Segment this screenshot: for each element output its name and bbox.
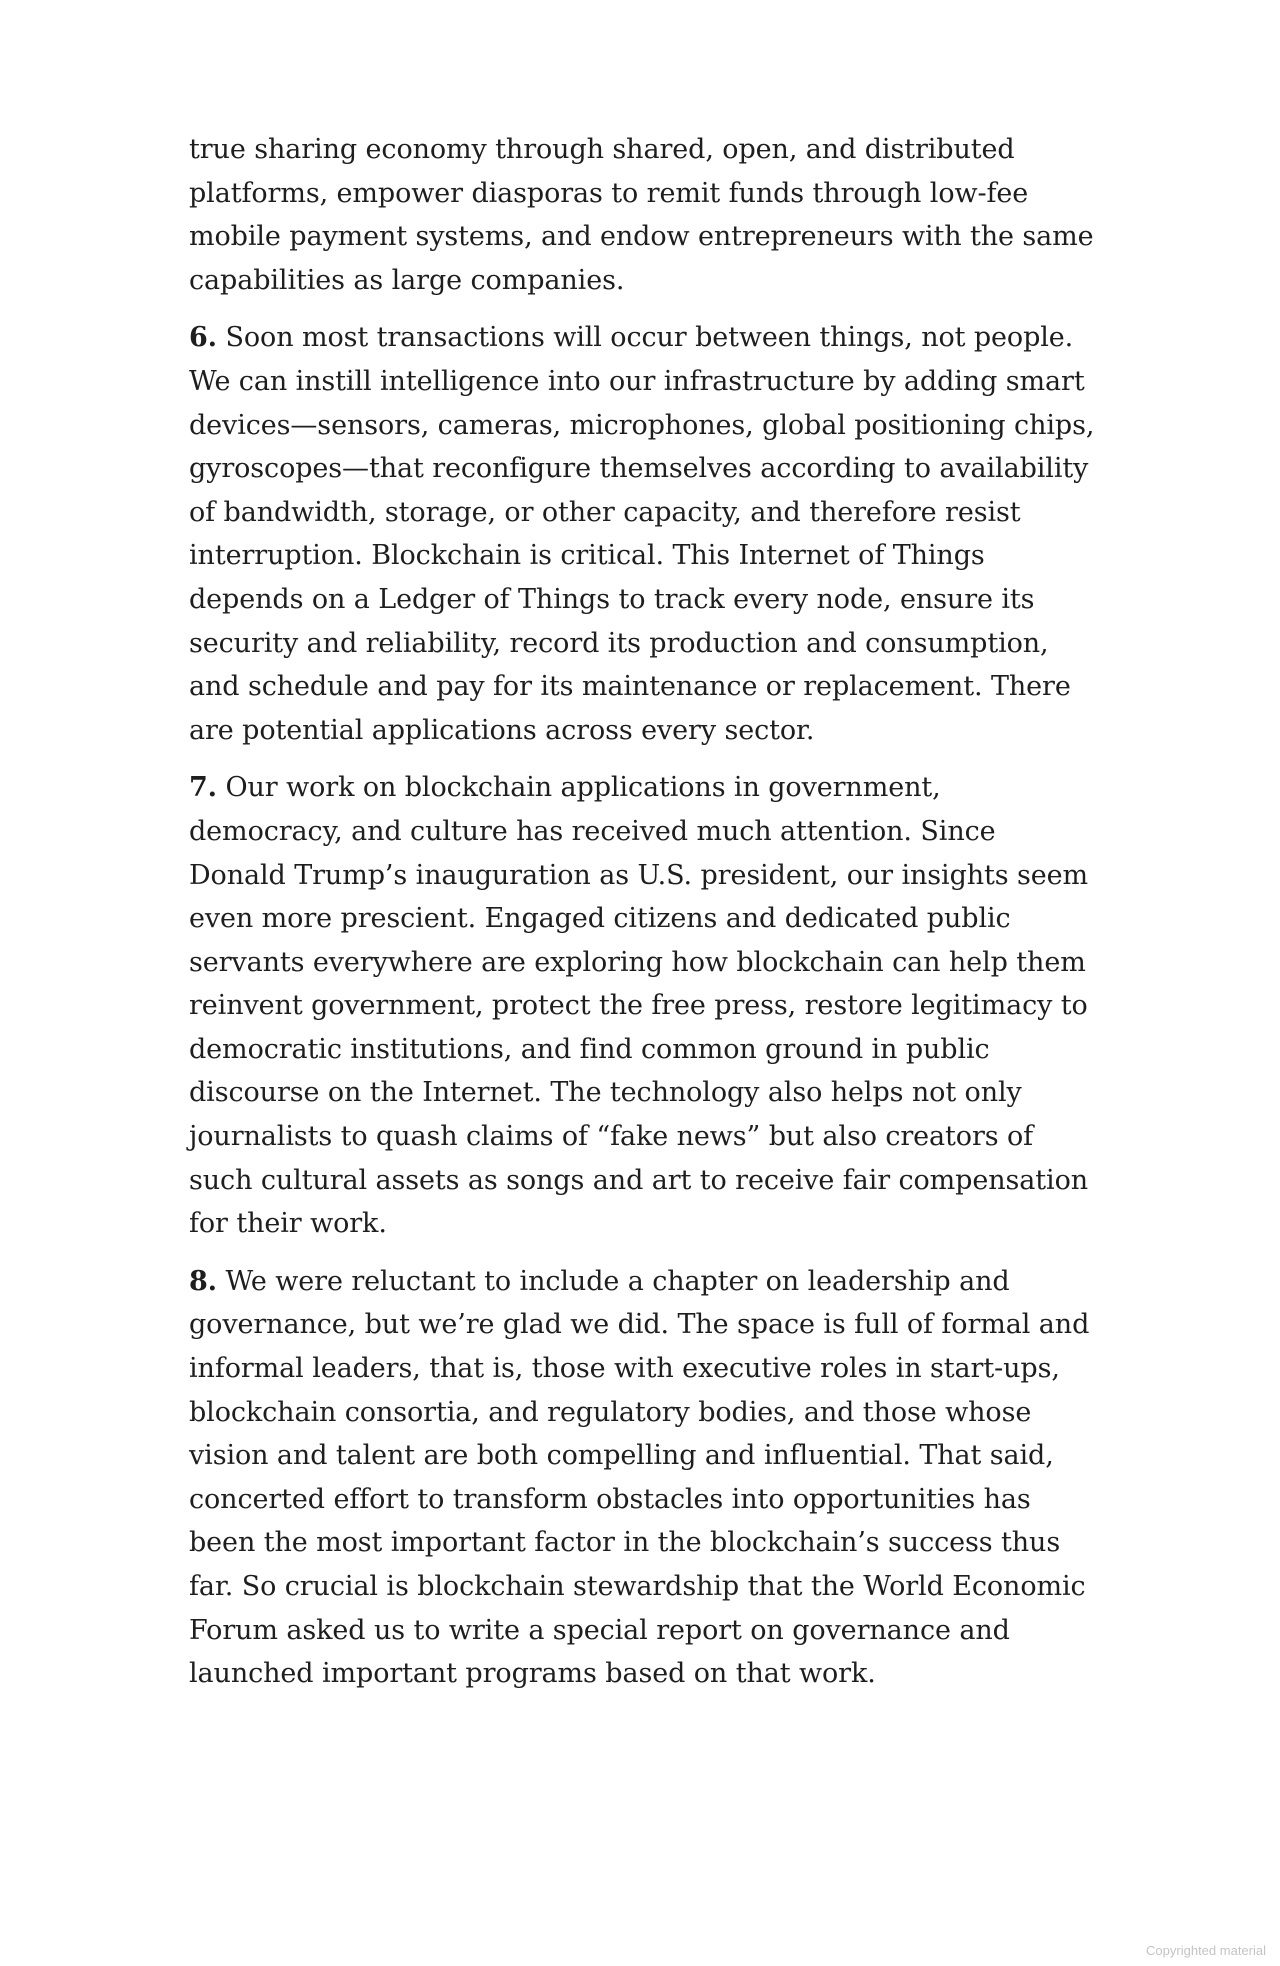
paragraph-number: 6.: [189, 322, 217, 354]
paragraph-6: [189, 316, 1099, 752]
paragraph-number: 8.: [189, 1265, 217, 1297]
body-text: [189, 128, 1099, 1710]
paragraph-text: Soon most transactions will occur between things, not people. We can instill intelligence into our infrastructure by adding smart devices—sensors, cameras, microphones, global positioning chips, gyroscopes—that reconfigure themselves according to availability of bandwidth, storage, or other capacity, and therefore resist interruption. Blockchain is critical. This Internet of Things depends on a Ledger of Things to track every node, ensure its security and reliability, record its production and consumption, and schedule and pay for its maintenance or replacement. There are potential applications across every sector.: [189, 322, 1095, 746]
paragraph-7: [189, 766, 1099, 1246]
paragraph-text: We were reluctant to include a chapter on leadership and governance, but we’re glad we did. The space is full of formal and informal leaders, that is, those with executive roles in start-ups, blockchain consortia, and regulatory bodies, and those whose vision and talent are both compelling and influential. That said, concerted effort to transform obstacles into opportunities has been the most important factor in the blockchain’s success thus far. So crucial is blockchain stewardship that the World Economic Forum asked us to write a special report on governance and launched important programs based on that work.: [189, 1265, 1090, 1690]
paragraph-continuation: [189, 128, 1099, 302]
paragraph-number: 7.: [189, 772, 217, 804]
paragraph-text: Our work on blockchain applications in government, democracy, and culture has received much attention. Since Donald Trump’s inauguration as U.S. president, our insights seem even more prescient. Engaged citizens and dedicated public servants everywhere are exploring how blockchain can help them reinvent government, protect the free press, restore legitimacy to democratic institutions, and find common ground in public discourse on the Internet. The technology also helps not only journalists to quash claims of “fake news” but also creators of such cultural assets as songs and art to receive fair compensation for their work.: [189, 772, 1089, 1240]
paragraph-8: [189, 1260, 1099, 1696]
paragraph-text: true sharing economy through shared, open, and distributed platforms, empower diasporas to remit funds through low-fee mobile payment systems, and endow entrepreneurs with the same capabilities as large companies.: [189, 134, 1094, 296]
copyright-watermark: Copyrighted material: [1146, 1943, 1266, 1958]
